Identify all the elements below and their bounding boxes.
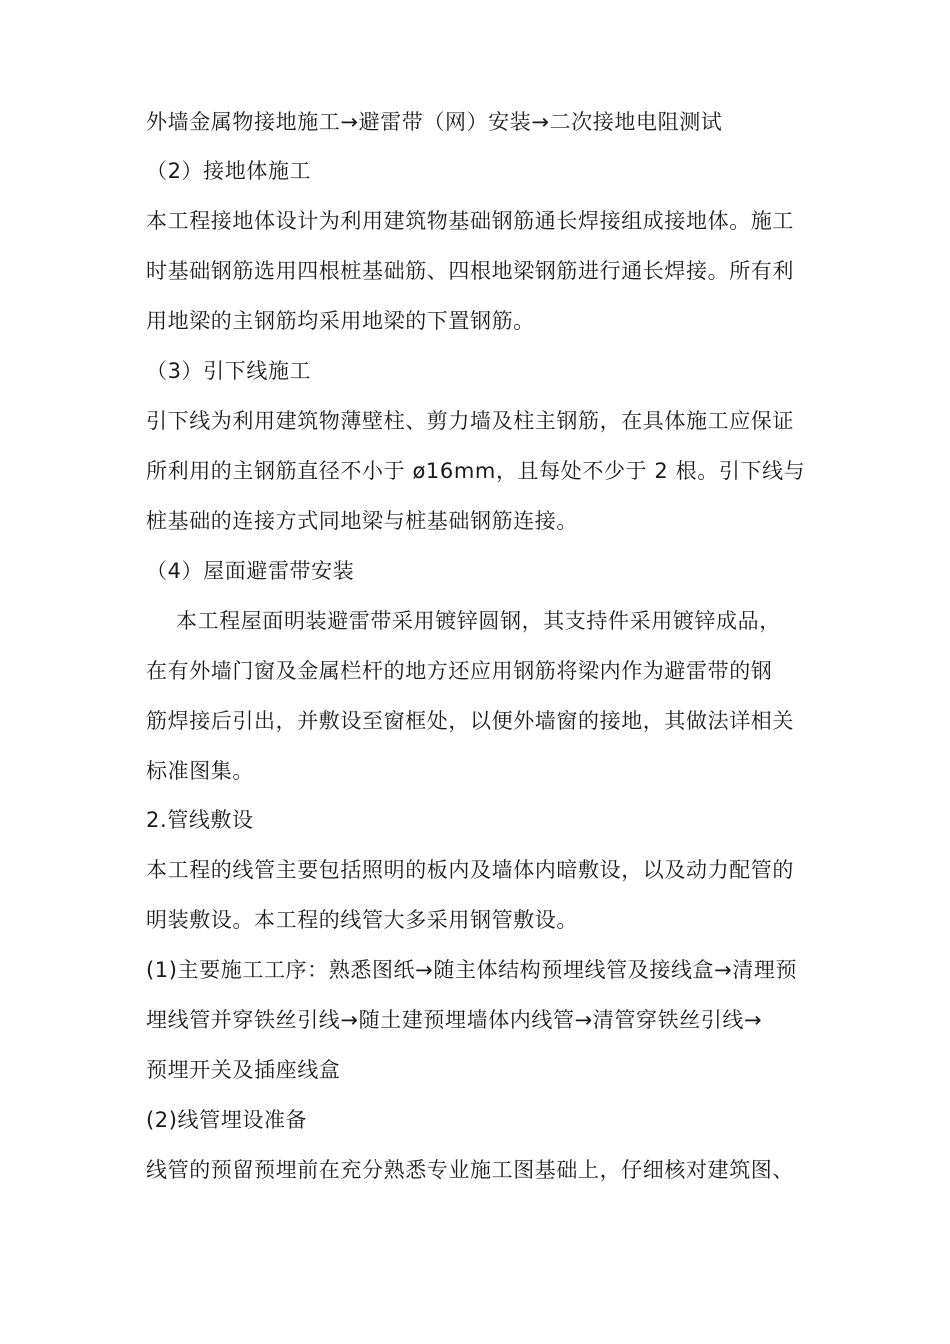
text-line-20: 预埋开关及插座线盒 — [146, 1058, 341, 1082]
text-line-3: 本工程接地体设计为利用建筑物基础钢筋通长焊接组成接地体。施工 — [146, 209, 794, 233]
section-heading-conduit: 2.管线敷设 — [146, 808, 254, 832]
text-line-9: 桩基础的连接方式同地梁与桩基础钢筋连接。 — [146, 509, 578, 533]
subheading-roof-lightning-strip: （4）屋面避雷带安装 — [146, 559, 355, 583]
text-line-16: 本工程的线管主要包括照明的板内及墙体内暗敷设，以及动力配管的 — [146, 858, 794, 882]
text-line-7: 引下线为利用建筑物薄壁柱、剪力墙及柱主钢筋，在具体施工应保证 — [146, 409, 794, 433]
text-line-17: 明装敷设。本工程的线管大多采用钢管敷设。 — [146, 908, 578, 932]
text-line-11: 本工程屋面明装避雷带采用镀锌圆钢，其支持件采用镀锌成品， — [176, 609, 781, 633]
text-line-14: 标准图集。 — [146, 759, 254, 783]
subheading-grounding-body: （2）接地体施工 — [146, 159, 312, 183]
text-line-19: 埋线管并穿铁丝引线→随土建预埋墙体内线管→清管穿铁丝引线→ — [146, 1008, 763, 1032]
text-line-5: 用地梁的主钢筋均采用地梁的下置钢筋。 — [146, 309, 535, 333]
text-line-4: 时基础钢筋选用四根桩基础筋、四根地梁钢筋进行通长焊接。所有利 — [146, 259, 794, 283]
text-line-8: 所利用的主钢筋直径不小于 ø16mm，且每处不少于 2 根。引下线与 — [146, 459, 806, 483]
text-line-13: 筋焊接后引出，并敷设至窗框处，以便外墙窗的接地，其做法详相关 — [146, 709, 794, 733]
text-line-12: 在有外墙门窗及金属栏杆的地方还应用钢筋将梁内作为避雷带的钢 — [146, 659, 773, 683]
subheading-conduit-preparation: (2)线管埋设准备 — [146, 1108, 308, 1132]
subheading-down-conductor: （3）引下线施工 — [146, 359, 312, 383]
text-line-18: (1)主要施工工序：熟悉图纸→随主体结构预埋线管及接线盒→清理预 — [146, 958, 798, 982]
text-line-22: 线管的预留预埋前在充分熟悉专业施工图基础上，仔细核对建筑图、 — [146, 1158, 794, 1182]
text-line-1: 外墙金属物接地施工→避雷带（网）安装→二次接地电阻测试 — [146, 110, 723, 134]
